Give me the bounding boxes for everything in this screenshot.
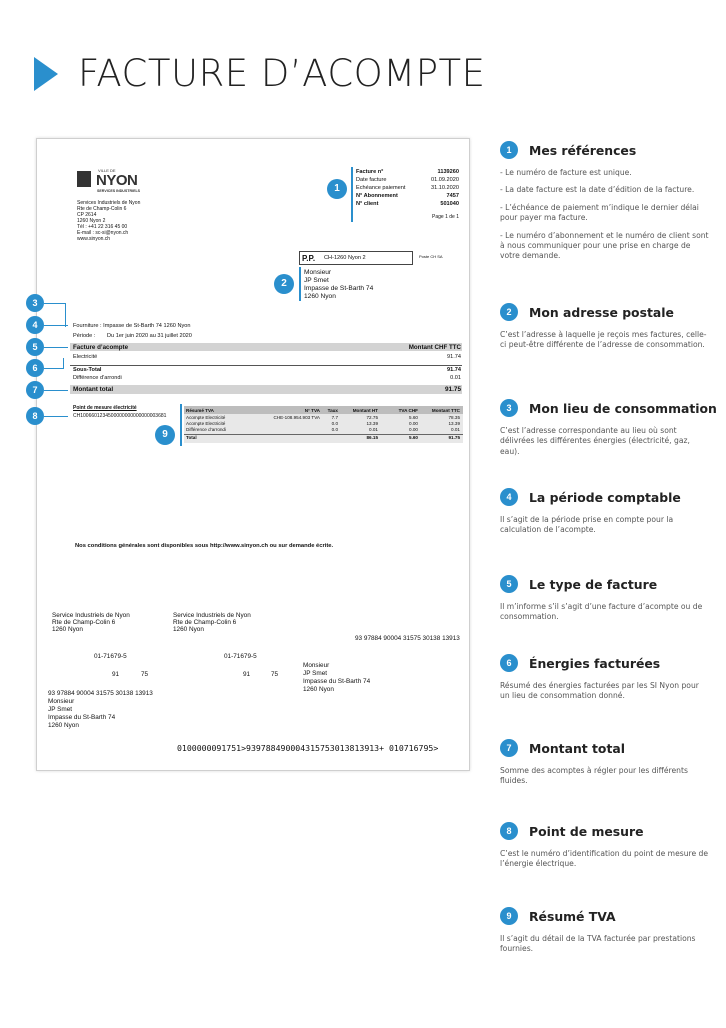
- note-title: Mon adresse postale: [529, 304, 674, 320]
- sender-line: E-mail : sc-si@nyon.ch: [77, 230, 129, 236]
- tva-bracket-line: [180, 404, 182, 446]
- sender-line: CP 2614: [77, 212, 97, 218]
- note-paragraph: Il m’informe s’il s’agit d’une facture d’acompte ou de consommation.: [500, 602, 703, 622]
- tva-cell: 0.0: [331, 421, 338, 426]
- tva-cell: 7.7: [331, 415, 338, 420]
- tva-cell: CHE-108.954.903 TVA: [273, 415, 320, 420]
- slip-payer-right-line: Impasse du St-Barth 74: [303, 678, 371, 685]
- tva-header-cell: Montant TTC: [431, 408, 460, 413]
- play-arrow-icon: [34, 57, 58, 91]
- ref-label: N° client: [356, 201, 379, 207]
- marker-9: 9: [155, 425, 175, 445]
- ref-value: 1139260: [437, 169, 459, 175]
- tva-cell: Acompte Electricité: [186, 415, 226, 420]
- pp-box: [299, 251, 413, 265]
- note-9: [500, 906, 710, 962]
- slip-codeline: 0100000091751>939788490004315753013813913+ 010716795>: [177, 743, 439, 753]
- ref-value: 501040: [440, 201, 459, 207]
- tva-cell: 0.01: [369, 427, 378, 432]
- note-body: [500, 681, 710, 702]
- refs-bracket-line: [351, 167, 353, 222]
- note-number-badge: 3: [500, 399, 518, 417]
- tva-header-cell: Montant HT: [352, 408, 378, 413]
- note-paragraph: Il s’agit du détail de la TVA facturée par prestations fournies.: [500, 934, 696, 954]
- note-5: [500, 574, 710, 630]
- marker-5: 5: [26, 338, 44, 356]
- note-body: [500, 934, 710, 955]
- note-paragraph: Résumé des énergies facturées par les SI Nyon pour un lieu de consommation donné.: [500, 681, 699, 701]
- slip-account-right: 01-71679-5: [224, 653, 257, 660]
- slip-payer-left-line: Monsieur: [48, 698, 75, 705]
- connector-6-vertical: [63, 358, 64, 369]
- note-paragraph: - Le numéro d’abonnement et le numéro de client sont à nous communiquer pour une prise en charge de votre demande.: [500, 230, 709, 261]
- tva-header-cell: Taux: [327, 408, 338, 413]
- ref-label: Date facture: [356, 177, 387, 183]
- note-header: [500, 487, 710, 507]
- note-title: Point de mesure: [529, 823, 644, 839]
- sender-line: Tél : +41 22 316 45 00: [77, 224, 128, 230]
- logo-name-text: NYON: [96, 172, 138, 189]
- slip-ref-left: 93 97884 90004 31575 30138 13913: [48, 690, 153, 697]
- nyon-logo: [77, 167, 157, 197]
- note-header: [500, 302, 710, 322]
- note-paragraph: C’est le numéro d’identification du point de mesure de l’énergie électrique.: [500, 849, 709, 869]
- slip-payer-right-line: Monsieur: [303, 662, 330, 669]
- recipient-line: Monsieur: [304, 269, 332, 276]
- sender-line: Services Industriels de Nyon: [77, 200, 141, 206]
- recipient-line: 1260 Nyon: [304, 293, 336, 300]
- tva-header-cell: TVA CHF: [398, 408, 418, 413]
- note-header: [500, 653, 710, 673]
- ref-label: Echéance paiement: [356, 185, 406, 191]
- ref-label: Facture n°: [356, 169, 384, 175]
- note-6: [500, 653, 710, 709]
- slip-receiver-right-line: Service Industriels de Nyon: [173, 612, 251, 619]
- note-number-badge: 7: [500, 739, 518, 757]
- total-bar: [70, 385, 462, 394]
- note-8: [500, 821, 710, 877]
- note-body: [500, 330, 710, 351]
- note-title: Énergies facturées: [529, 655, 661, 671]
- tva-cell: 78.35: [448, 415, 460, 420]
- note-body: [500, 766, 710, 787]
- note-2: [500, 302, 710, 358]
- sender-line: 1260 Nyon 2: [77, 218, 106, 224]
- note-3: [500, 398, 717, 464]
- pp-post: Poste CH SA: [419, 254, 443, 259]
- note-title: Le type de facture: [529, 576, 658, 592]
- slip-payer-left-line: JP Smet: [48, 706, 73, 713]
- recipient-line: JP Smet: [304, 277, 329, 284]
- note-header: [500, 140, 710, 160]
- slip-ref-right: 93 97884 90004 31575 30138 13913: [355, 635, 460, 642]
- meter-label: Point de mesure électricité: [73, 405, 137, 411]
- sender-line: Rte de Champ-Colin 6: [77, 206, 127, 212]
- slip-account-left: 01-71679-5: [94, 653, 127, 660]
- tva-total-cell: Total: [186, 435, 197, 440]
- note-title: La période comptable: [529, 489, 681, 505]
- marker-1: 1: [327, 179, 347, 199]
- invoice-document: [32, 138, 470, 771]
- note-number-badge: 8: [500, 822, 518, 840]
- note-paragraph: Somme des acomptes à régler pour les différents fluides.: [500, 766, 688, 786]
- note-7: [500, 738, 710, 794]
- subtotal-amount: 91.74: [447, 367, 461, 373]
- note-paragraph: Il s’agit de la période prise en compte pour la calculation de l’acompte.: [500, 515, 674, 535]
- subtotal-label: Sous-Total: [73, 367, 102, 373]
- slip-receiver-left-line: Rte de Champ-Colin 6: [52, 619, 116, 626]
- note-header: [500, 738, 710, 758]
- note-header: [500, 906, 710, 926]
- pp-code: CH-1260 Nyon 2: [324, 255, 366, 261]
- slip-amount-right-cents: 75: [271, 671, 279, 678]
- ref-label: N° Abonnement: [356, 193, 398, 199]
- tva-cell: 0.00: [409, 421, 418, 426]
- connector-7: [44, 390, 68, 391]
- note-paragraph: - Le numéro de facture est unique.: [500, 168, 632, 177]
- note-body: [500, 515, 710, 536]
- note-title: Mes références: [529, 142, 637, 158]
- note-number-badge: 6: [500, 654, 518, 672]
- page-number: Page 1 de 1: [432, 214, 459, 220]
- conditions-text: Nos conditions générales sont disponibles sous http://www.sinyon.ch ou sur demande écrite.: [75, 543, 334, 549]
- amount-header: Montant CHF TTC: [408, 344, 461, 351]
- connector-3-vertical: [65, 303, 66, 327]
- note-title: Résumé TVA: [529, 908, 616, 924]
- tva-header-cell: Résumé TVA: [186, 408, 214, 413]
- slip-receiver-left-line: 1260 Nyon: [52, 626, 83, 633]
- energy-amount: 91.74: [447, 354, 461, 360]
- subtotal-rule: [70, 365, 462, 366]
- invoice-type: Facture d’acompte: [73, 344, 129, 351]
- note-body: [500, 849, 710, 870]
- note-number-badge: 4: [500, 488, 518, 506]
- marker-7: 7: [26, 381, 44, 399]
- tva-cell: 13.39: [448, 421, 460, 426]
- note-paragraph: - La date facture est la date d’édition de la facture.: [500, 185, 695, 195]
- note-4: [500, 487, 710, 543]
- note-header: [500, 574, 710, 594]
- tva-cell: 0.0: [331, 427, 338, 432]
- note-header: [500, 821, 710, 841]
- note-header: [500, 398, 717, 418]
- meter-id: CH1006601234500000000000000003681: [73, 413, 167, 419]
- tva-cell: Différence d’arrondi: [186, 427, 227, 432]
- castle-icon: [77, 171, 91, 187]
- rounding-label: Différence d’arrondi: [73, 375, 122, 381]
- page-title: FACTURE D’ACOMPTE: [78, 52, 486, 95]
- note-body: [500, 602, 710, 623]
- total-amount: 91.75: [445, 386, 461, 393]
- sender-line: www.sinyon.ch: [77, 236, 111, 242]
- slip-amount-left-cents: 75: [141, 671, 149, 678]
- marker-2: 2: [274, 274, 294, 294]
- tva-cell: 13.39: [366, 421, 378, 426]
- title-block: [34, 52, 486, 95]
- note-body: [500, 168, 710, 262]
- connector-8: [44, 416, 68, 417]
- recipient-line: Impasse de St-Barth 74: [304, 285, 374, 292]
- tva-cell: 0.00: [409, 427, 418, 432]
- rounding-amount: 0.01: [450, 375, 461, 381]
- note-number-badge: 1: [500, 141, 518, 159]
- ref-value: 7457: [446, 193, 459, 199]
- note-paragraph: C’est l’adresse à laquelle je reçois mes factures, celle-ci peut-être différente de l’adresse de consommation.: [500, 330, 707, 350]
- slip-amount-right-francs: 91: [243, 671, 251, 678]
- slip-payer-left-line: 1260 Nyon: [48, 722, 79, 729]
- slip-payer-right-line: JP Smet: [303, 670, 328, 677]
- logo-sub-text: SERVICES INDUSTRIELS: [97, 189, 141, 193]
- tva-cell: 5.60: [409, 415, 418, 420]
- marker-3: 3: [26, 294, 44, 312]
- pp-label: P.P.: [302, 254, 316, 263]
- connector-4: [44, 325, 68, 326]
- fourniture-line: Fourniture : Impasse de St-Barth 74 1260 Nyon: [73, 323, 191, 329]
- connector-6: [44, 368, 64, 369]
- tva-total-cell: 86.15: [366, 435, 378, 440]
- tva-total-cell: 91.75: [448, 435, 460, 440]
- marker-6: 6: [26, 359, 44, 377]
- note-title: Montant total: [529, 740, 625, 756]
- connector-5: [44, 347, 68, 348]
- tva-cell: Acompte Electricité: [186, 421, 226, 426]
- note-1: [500, 140, 710, 269]
- slip-receiver-right-line: Rte de Champ-Colin 6: [173, 619, 237, 626]
- note-number-badge: 9: [500, 907, 518, 925]
- periode-label: Période :: [73, 333, 96, 339]
- note-number-badge: 2: [500, 303, 518, 321]
- logo-ville-text: VILLE DE: [98, 168, 116, 173]
- marker-8: 8: [26, 407, 44, 425]
- slip-payer-right-line: 1260 Nyon: [303, 686, 334, 693]
- tva-total-cell: 5.60: [409, 435, 418, 440]
- slip-amount-left-francs: 91: [112, 671, 120, 678]
- slip-receiver-right-line: 1260 Nyon: [173, 626, 204, 633]
- slip-payer-left-line: Impasse du St-Barth 74: [48, 714, 116, 721]
- note-paragraph: - L’échéance de paiement m’indique le dernier délai pour payer ma facture.: [500, 202, 699, 223]
- note-paragraph: C’est l’adresse correspondante au lieu où sont délivrées les différentes énergies (électricité, gaz, eau).: [500, 426, 690, 456]
- slip-receiver-left-line: Service Industriels de Nyon: [52, 612, 130, 619]
- tva-header-cell: N° TVA: [304, 408, 320, 413]
- periode-value: Du 1er juin 2020 au 31 juillet 2020: [107, 333, 192, 339]
- tva-cell: 72.75: [366, 415, 378, 420]
- tva-summary-table: [184, 406, 463, 444]
- connector-3: [44, 303, 66, 304]
- tva-cell: 0.01: [451, 427, 460, 432]
- energy-label: Electricité: [73, 354, 98, 360]
- total-label: Montant total: [73, 386, 114, 393]
- note-number-badge: 5: [500, 575, 518, 593]
- address-bracket-line: [299, 267, 301, 301]
- ref-value: 01.09.2020: [431, 177, 459, 183]
- note-body: [500, 426, 710, 457]
- marker-4: 4: [26, 316, 44, 334]
- ref-value: 31.10.2020: [431, 185, 459, 191]
- note-title: Mon lieu de consommation: [529, 400, 717, 416]
